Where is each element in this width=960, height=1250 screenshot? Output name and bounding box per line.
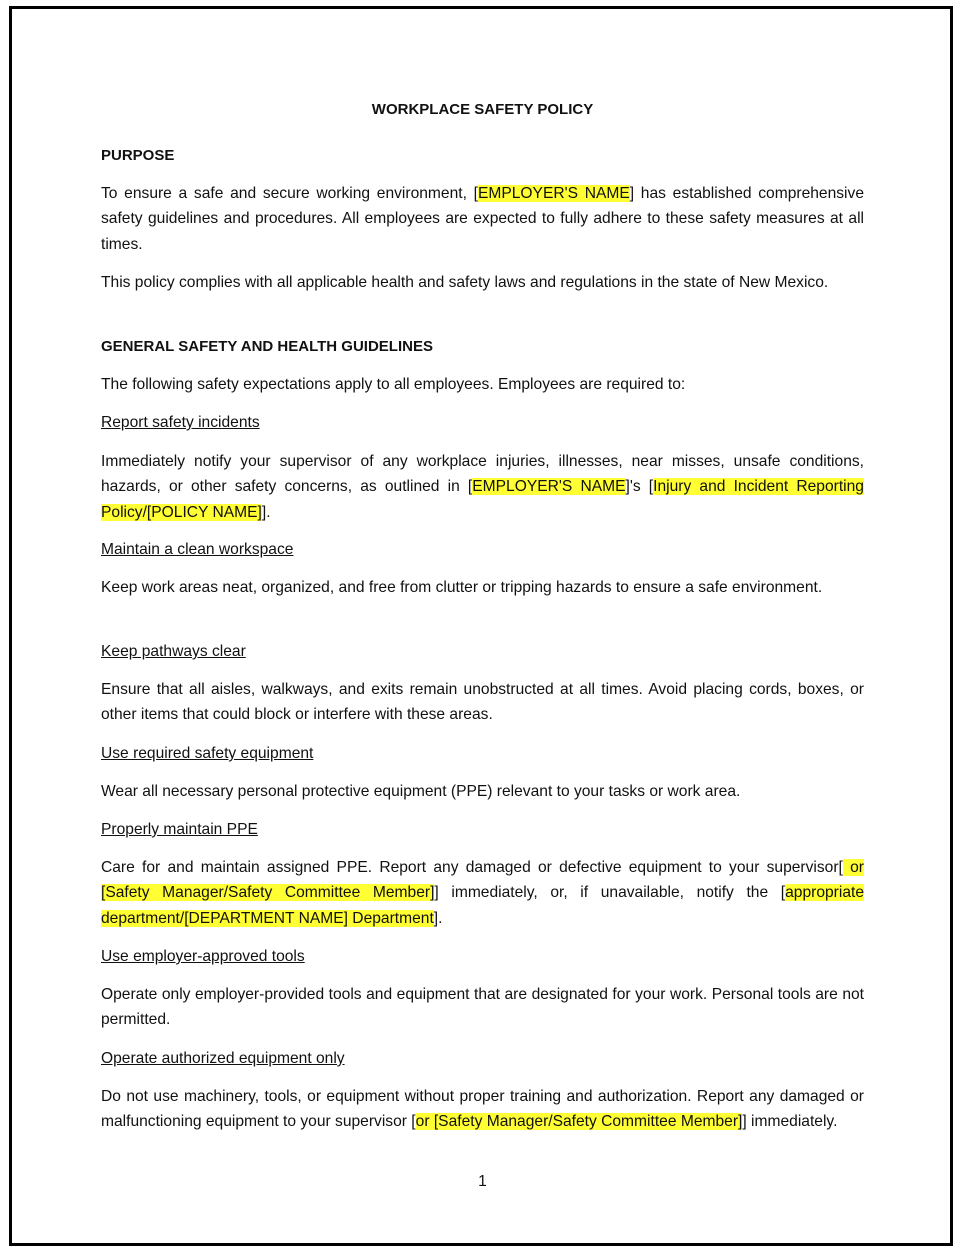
general-intro: The following safety expectations apply to all employees. Employees are required to: — [101, 376, 686, 393]
placeholder-highlight: appropriate department/[DEPARTMENT NAME] Department — [101, 884, 864, 927]
placeholder-highlight: or [Safety Manager/Safety Committee Member] — [101, 859, 864, 902]
authorized-paragraph — [101, 1084, 864, 1135]
text-run: ]'s [ — [625, 478, 654, 496]
text-run: ] immediately, or, if unavailable, notify the [ — [434, 884, 786, 902]
document-page — [9, 6, 953, 1246]
purpose-heading: PURPOSE — [101, 147, 175, 164]
report-paragraph — [101, 449, 864, 525]
text-run: Do not use machinery, tools, or equipment without proper training and authorization. Report any damaged or malfunctioning equipment to your supervisor [ — [101, 1088, 864, 1131]
placeholder-highlight: EMPLOYER'S NAME — [472, 478, 626, 496]
placeholder-highlight: Injury and Incident Reporting Policy/[POLICY NAME] — [101, 478, 864, 521]
equipment-paragraph: Wear all necessary personal protective equipment (PPE) relevant to your tasks or work area. — [101, 783, 741, 800]
authorized-heading: Operate authorized equipment only — [101, 1050, 345, 1067]
pathways-heading: Keep pathways clear — [101, 643, 246, 660]
text-run: Care for and maintain assigned PPE. Report any damaged or defective equipment to your supervisor[ — [101, 859, 843, 876]
text-run: ] has established comprehensive safety guidelines and procedures. All employees are expected to fully adhere to these safety measures at all times. — [101, 185, 864, 253]
placeholder-highlight: or [Safety Manager/Safety Committee Member] — [415, 1113, 743, 1131]
text-run: Immediately notify your supervisor of any workplace injuries, illnesses, near misses, unsafe conditions, hazards, or other safety concerns, as outlined in [ — [101, 453, 864, 496]
text-run: To ensure a safe and secure working environment, [ — [101, 185, 478, 202]
ppe-paragraph — [101, 855, 864, 931]
clean-paragraph: Keep work areas neat, organized, and free from clutter or tripping hazards to ensure a safe environment. — [101, 579, 823, 596]
purpose-paragraph-1 — [101, 181, 864, 257]
report-heading: Report safety incidents — [101, 414, 260, 431]
equipment-heading: Use required safety equipment — [101, 745, 314, 762]
text-run: ] immediately. — [742, 1113, 838, 1131]
placeholder-highlight: EMPLOYER'S NAME — [477, 185, 630, 202]
general-heading: GENERAL SAFETY AND HEALTH GUIDELINES — [101, 338, 433, 355]
pathways-paragraph: Ensure that all aisles, walkways, and exits remain unobstructed at all times. Avoid placing cords, boxes, or other items that could block or interfere with these areas. — [101, 681, 864, 724]
tools-heading: Use employer-approved tools — [101, 948, 305, 965]
document-title: WORKPLACE SAFETY POLICY — [371, 101, 594, 118]
clean-heading: Maintain a clean workspace — [101, 541, 294, 558]
purpose-paragraph-2: This policy complies with all applicable health and safety laws and regulations in the state of New Mexico. — [101, 274, 829, 291]
text-run: ]. — [433, 909, 443, 927]
page-number: 1 — [478, 1173, 487, 1190]
text-run: ]. — [261, 503, 271, 521]
ppe-heading: Properly maintain PPE — [101, 821, 258, 838]
tools-paragraph: Operate only employer-provided tools and equipment that are designated for your work. Personal tools are not permitted. — [101, 986, 864, 1029]
